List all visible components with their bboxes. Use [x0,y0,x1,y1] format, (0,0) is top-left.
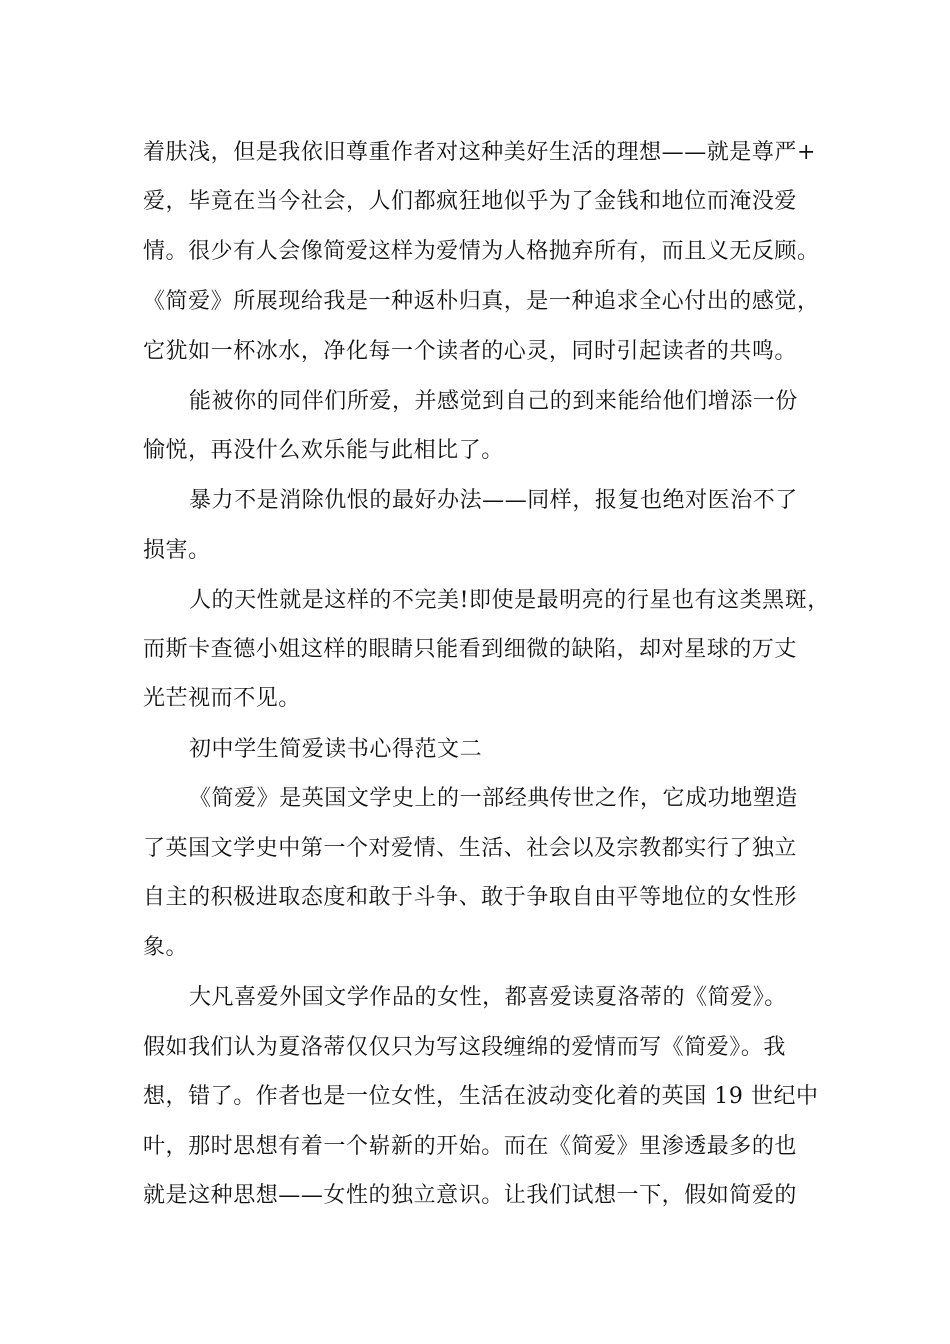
section-heading: 初中学生简爱读书心得范文二 [189,737,483,762]
text-line: 损害。 [143,538,211,563]
text-line: 着肤浅，但是我依旧尊重作者对这种美好生活的理想——就是尊严+ [143,140,816,165]
text-line: 它犹如一杯冰水，净化每一个读者的心灵，同时引起读者的共鸣。 [143,339,797,364]
text-line: 假如我们认为夏洛蒂仅仅只为写这段缠绵的爱情而写《简爱》。我 [143,1035,786,1060]
text-line: 象。 [143,935,189,960]
text-line: 《简爱》所展现给我是一种返朴归真，是一种追求全心付出的感觉， [143,289,820,314]
text-line: 情。很少有人会像简爱这样为爱情为人格抛弃所有，而且义无反顾。 [143,239,820,264]
text-line: 自主的积极进取态度和敢于斗争、敢于争取自由平等地位的女性形 [143,885,797,910]
text-line: 能被你的同伴们所爱，并感觉到自己的到来能给他们增添一份 [189,389,798,414]
text-line: 暴力不是消除仇恨的最好办法——同样，报复也绝对医治不了 [189,488,798,513]
text-line: 光芒视而不见。 [143,686,301,711]
text-line: 愉悦，再没什么欢乐能与此相比了。 [143,438,504,463]
text-line: 了英国文学史中第一个对爱情、生活、社会以及宗教都实行了独立 [143,836,797,861]
text-line: 大凡喜爱外国文学作品的女性，都喜爱读夏洛蒂的《简爱》。 [189,985,787,1010]
text-line: 爱，毕竟在当今社会，人们都疯狂地似乎为了金钱和地位而淹没爱 [143,189,797,214]
text-line: 叶，那时思想有着一个崭新的开始。而在《简爱》里渗透最多的也 [143,1134,797,1159]
text-line: 想，错了。作者也是一位女性，生活在波动变化着的英国 19 世纪中 [143,1084,819,1109]
text-line: 人的天性就是这样的不完美!即使是最明亮的行星也有这类黑斑， [189,588,830,613]
text-line: 就是这种思想——女性的独立意识。让我们试想一下，假如简爱的 [143,1183,797,1208]
text-line: 《简爱》是英国文学史上的一部经典传世之作，它成功地塑造 [189,786,798,811]
text-line: 而斯卡查德小姐这样的眼睛只能看到细微的缺陷，却对星球的万丈 [143,637,797,662]
